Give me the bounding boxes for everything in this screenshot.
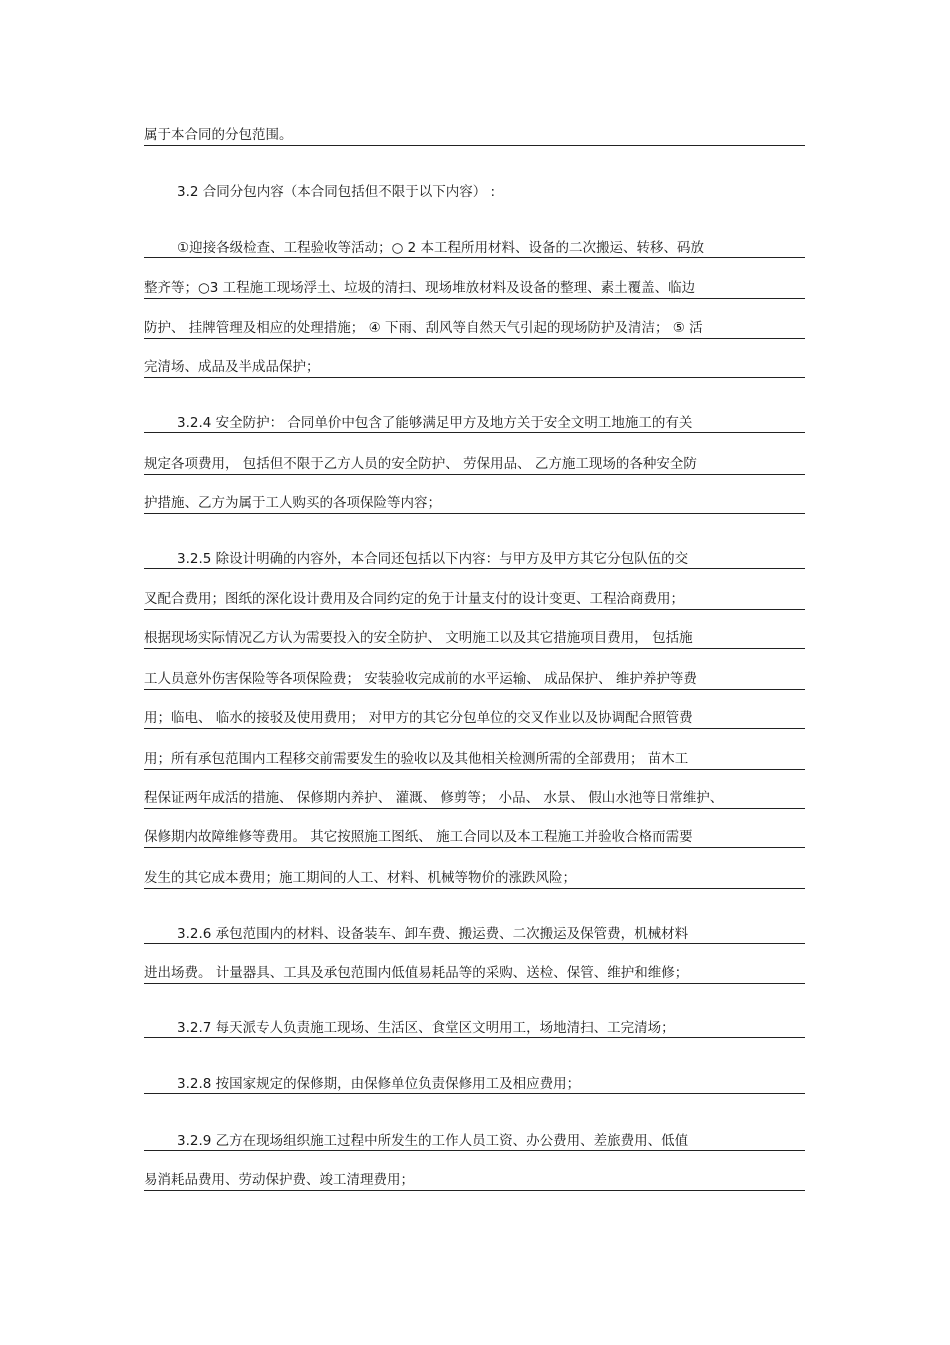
text-line: 规定各项费用， 包括但不限于乙方人员的安全防护、 劳保用品、 乙方施工现场的各种安全防 bbox=[144, 454, 805, 475]
text-line: 根据现场实际情况乙方认为需要投入的安全防护、 文明施工以及其它措施项目费用， 包括施 bbox=[144, 628, 805, 649]
text-line: 3.2.6 承包范围内的材料、设备装车、卸车费、搬运费、二次搬运及保管费，机械材料 bbox=[144, 924, 805, 944]
text-line: 叉配合费用；图纸的深化设计费用及合同约定的免于计量支付的设计变更、工程洽商费用； bbox=[144, 589, 805, 610]
text-line: 护措施、乙方为属于工人购买的各项保险等内容； bbox=[144, 493, 805, 514]
text-line: 3.2.9 乙方在现场组织施工过程中所发生的工作人员工资、办公费用、差旅费用、低值 bbox=[144, 1131, 805, 1151]
text-line: 3.2.7 每天派专人负责施工现场、生活区、食堂区文明用工，场地清扫、工完清场； bbox=[144, 1018, 805, 1038]
text-line: 属于本合同的分包范围。 bbox=[144, 125, 805, 146]
text-line: 3.2.4 安全防护： 合同单价中包含了能够满足甲方及地方关于安全文明工地施工的有关 bbox=[144, 413, 805, 433]
text-line: 完清场、成品及半成品保护； bbox=[144, 357, 805, 378]
text-line: 发生的其它成本费用；施工期间的人工、材料、机械等物价的涨跌风险； bbox=[144, 868, 805, 889]
text-line: 用；所有承包范围内工程移交前需要发生的验收以及其他相关检测所需的全部费用； 苗木工 bbox=[144, 749, 805, 770]
text-line: ①迎接各级检查、工程验收等活动；○ 2 本工程所用材料、设备的二次搬运、转移、码放 bbox=[144, 238, 805, 258]
text-line: 整齐等；○3 工程施工现场浮土、垃圾的清扫、现场堆放材料及设备的整理、素土覆盖、临边 bbox=[144, 278, 805, 299]
text-line: 工人员意外伤害保险等各项保险费； 安装验收完成前的水平运输、 成品保护、 维护养护等费 bbox=[144, 669, 805, 690]
text-line: 程保证两年成活的措施、 保修期内养护、 灌溉、 修剪等； 小品、 水景、 假山水池等日常维护、 bbox=[144, 788, 805, 809]
section-heading: 3.2 合同分包内容（本合同包括但不限于以下内容） : bbox=[177, 184, 496, 200]
text-line: 易消耗品费用、劳动保护费、竣工清理费用； bbox=[144, 1170, 805, 1191]
text-line: 3.2.5 除设计明确的内容外，本合同还包括以下内容：与甲方及甲方其它分包队伍的交 bbox=[144, 549, 805, 569]
text-line: 进出场费。 计量器具、工具及承包范围内低值易耗品等的采购、送检、保管、维护和维修； bbox=[144, 963, 805, 984]
text-line: 用；临电、 临水的接驳及使用费用； 对甲方的其它分包单位的交叉作业以及协调配合照管费 bbox=[144, 708, 805, 729]
text-line: 防护、 挂牌管理及相应的处理措施； ④ 下雨、刮风等自然天气引起的现场防护及清洁； ⑤ 活 bbox=[144, 318, 805, 339]
text-line: 保修期内故障维修等费用。 其它按照施工图纸、 施工合同以及本工程施工并验收合格而需要 bbox=[144, 827, 805, 848]
text-line: 3.2.8 按国家规定的保修期，由保修单位负责保修用工及相应费用； bbox=[144, 1074, 805, 1094]
